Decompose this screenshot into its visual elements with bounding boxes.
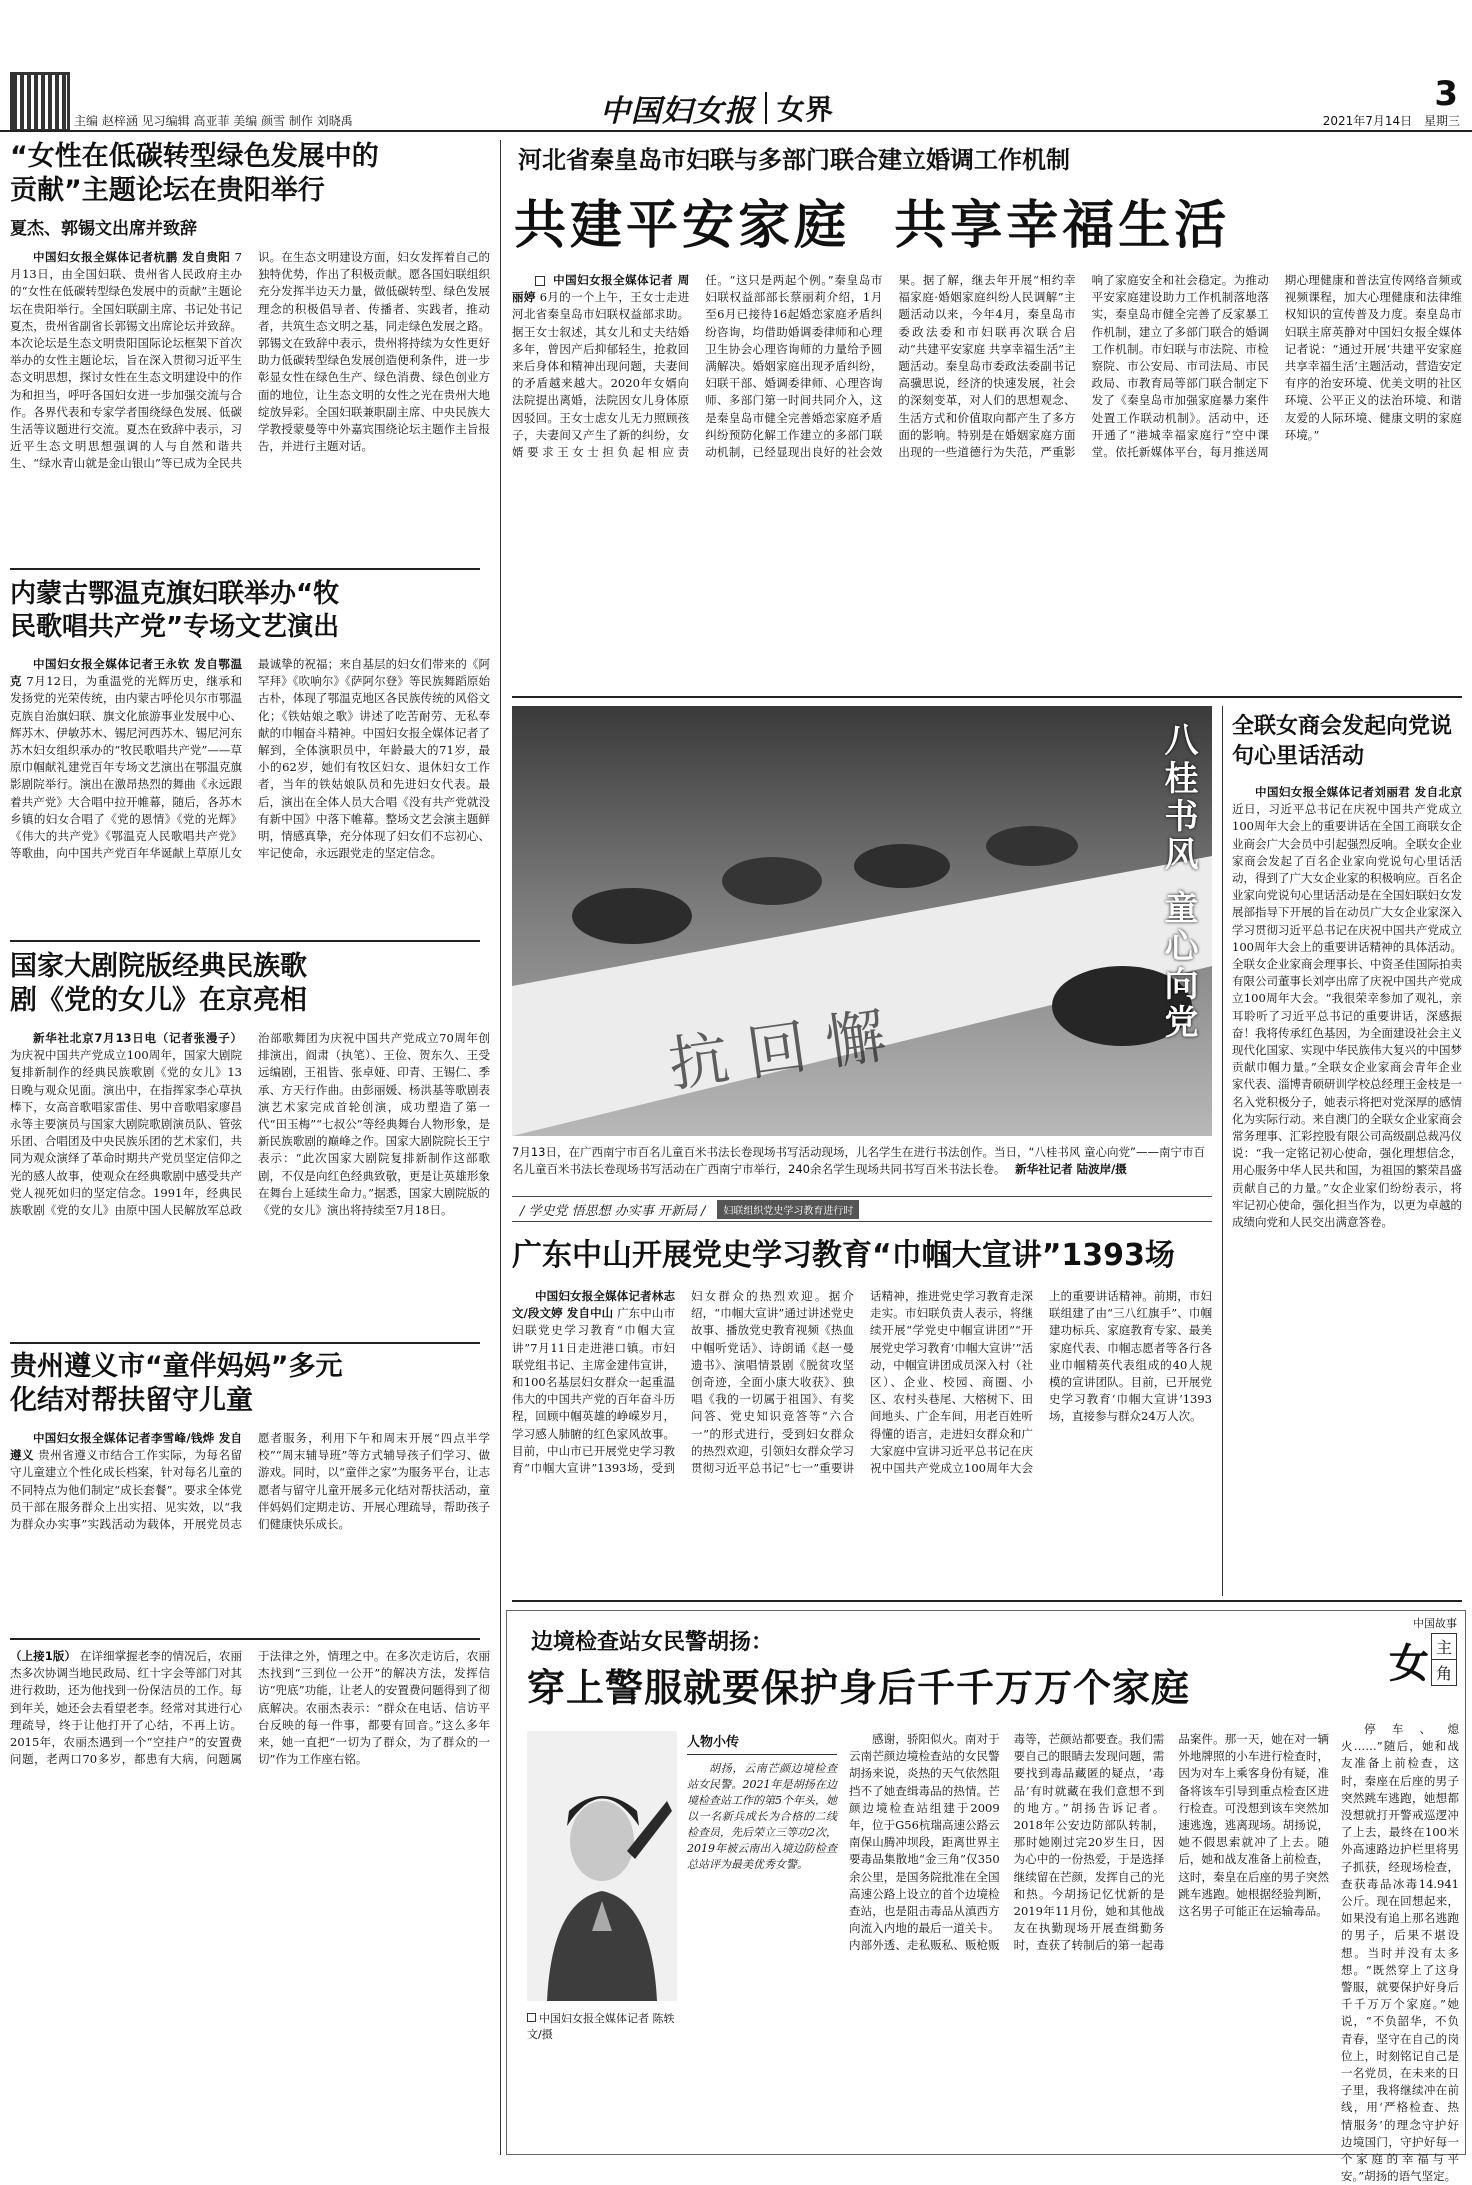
article-opera-daughter bbox=[10, 950, 490, 1340]
article-subtitle: 夏杰、郭锡文出席并致辞 bbox=[10, 219, 197, 239]
feature-title: 共建平安家庭 共享幸福生活 bbox=[514, 196, 1231, 256]
feature-byline: 中国妇女报全媒体记者 周丽婷 bbox=[512, 273, 690, 305]
profile-text: 胡扬，云南芒颜边境检查站女民警。2021年是胡扬在边境检查站工作的第5个年头，她以一名新兵成长为合格的二线检查员，先后荣立三等功2次，2019年被云南出入境边防检查总站评为最美优秀女警。 bbox=[687, 1762, 837, 1871]
page-number: 3 bbox=[1434, 74, 1458, 114]
paper-logo bbox=[600, 86, 890, 130]
divider bbox=[512, 696, 1462, 698]
divider bbox=[512, 1600, 1462, 1602]
section-name: 女界 bbox=[777, 93, 834, 126]
officer-portrait bbox=[527, 1731, 677, 2001]
column-tag-char-2: 主 bbox=[1432, 1634, 1456, 1660]
article-title: 广东中山开展党史学习教育“巾帼大宣讲”1393场 bbox=[512, 1238, 1175, 1273]
feature-qinhuangdao bbox=[512, 140, 1462, 700]
masthead-rule bbox=[0, 130, 1472, 132]
article-byline: 中国妇女报全媒体记者杭鹏 发自贵阳 bbox=[33, 250, 231, 264]
calligraphy-photo bbox=[512, 706, 1212, 1136]
feature-kicker: 河北省秦皇岛市妇联与多部门联合建立婚调工作机制 bbox=[518, 146, 1070, 174]
article-title: 国家大剧院版经典民族歌剧《党的女儿》在京亮相 bbox=[10, 951, 307, 1016]
feature-body-columns bbox=[849, 1731, 1329, 2146]
column-tag-graphic bbox=[1357, 1633, 1457, 1686]
paper-name: 中国妇女报 bbox=[600, 94, 755, 129]
date-text: 2021年7月14日 bbox=[1322, 114, 1413, 128]
article-text: 广东中山市妇联党史学习教育“巾帼大宣讲”7月11日走进港口镇。市妇联党组书记、主席金建伟宣讲，和100名基层妇女群众一起重温伟大的中国共产党的百年奋斗历程，回顾中帼英雄的峥嵘岁月，学习感人肺腑的红色家风故事。目前，中山市已开展党史学习教育“巾帼大宣讲”1393场，受到妇女群众的热烈欢迎。据介绍，“巾帼大宣讲”通过讲述党史故事、播放党史教育视频《热血中帼听党话》、诗朗诵《赵一曼遗书》、演唱情景剧《脱贫攻坚创奇迹，全面小康大收获》、独唱《我的一切属于祖国》、有奖问答、党史知识竞答等“六合一”的形式进行，受到妇女群众的热烈欢迎，引领妇女群众学习贯彻习近平总书记“七一”重要讲话精神，推进党史学习教育走深走实。市妇联负责人表示，将继续开展“学党史中帼宣讲团”“开展党史学习教育‘巾帼大宣讲’”活动，中帼宣讲团成员深入村（社区）、企业、校园、商圈、小区、农村头巷尾、大榕树下、田间地头、广企车间，用老百姓听得懂的语言，走进妇女群众和广大家庭中宣讲习近平总书记在庆祝中国共产党成立100周年大会上的重要讲话精神。前期，市妇联组建了由“三八红旗手”、巾帼建功标兵、家庭教育专家、最美家庭代表、巾帼志愿者等各行各业巾帼精英代表组成的40人规模的宣讲团队。目前，已开展党史学习教育‘巾帼大宣讲’1393场，直接参与群众24万人次。 bbox=[512, 1289, 1212, 1476]
article-zunyi-children bbox=[10, 1350, 490, 1630]
feature-border-police bbox=[506, 1610, 1466, 2184]
article-byline: 新华社北京7月13日电（记者张漫子） bbox=[33, 1031, 242, 1045]
article-text: 贵州省遵义市结合工作实际，为每名留守儿童建立个性化成长档案，针对每名儿童的不同特点为他们制定“成长套餐”。要求全体党员干部在服务群众上出实招、见实效，以“我为群众办实事”实践活动为载体，开展党员志愿者服务，利用下午和周末开展“四点半学校”“周末辅导班”等方式辅导孩子们学习、做游戏。同时，以“童伴之家”为服务平台，让志愿者与留守儿童开展多元化结对帮扶活动，童伴妈妈们定期走访、开展心理疏导，帮助孩子们健康快乐成长。 bbox=[10, 1431, 490, 1532]
continuation-text: 在详细掌握老李的情况后，农丽杰多次协调当地民政局、红十字会等部门对其进行救助，还为他找到一份保洁员的工作。每到年关，她还会去看望老李。经常对其进行心理疏导，终于让他打开了心结，不再上访。2015年，农丽杰遇到一个“空挂户”的安置费问题，老两口70多岁，都患有大病，问题属于法律之外，情理之中。在多次走访后，农丽杰找到“三到位一公开”的解决方法，发挥信访“兜底”功能，让老人的安置费问题得到了彻底解决。农丽杰表示：“群众在电话、信访平台反映的每一件事，都要有回音。”这么多年来，她一直把“一切为了群众，为了群众的一切”作为工作座右铭。 bbox=[10, 1649, 490, 1767]
article-byline: 中国妇女报全媒体记者李雪峰/钱烨 发自遵义 bbox=[10, 1431, 242, 1463]
profile-label: 人物小传 bbox=[687, 1731, 837, 1755]
article-title: 全联女商会发起向党说句心里话活动 bbox=[1232, 714, 1453, 769]
continuation-block bbox=[10, 1648, 490, 2153]
article-green-forum bbox=[10, 140, 490, 560]
article-title: 内蒙古鄂温克旗妇联举办“牧民歌唱共产党”专场文艺演出 bbox=[10, 579, 340, 642]
article-zhongshan bbox=[512, 1196, 1212, 1596]
article-title: 贵州遵义市“童伴妈妈”多元化结对帮扶留守儿童 bbox=[10, 1351, 343, 1416]
photo-feature bbox=[512, 706, 1212, 1186]
credit-box bbox=[527, 2013, 536, 2022]
issue-date bbox=[1260, 112, 1460, 129]
photo-credit: 新华社记者 陆波岸/摄 bbox=[1015, 1162, 1127, 1176]
caption-text: 7月13日，在广西南宁市百名儿童百米书法长卷现场书写活动现场，儿名学生在进行书法创作。当日，“八桂书风 童心向党”——南宁市百名儿童百米书法长卷现场书写活动在广西南宁市举行，240余名学生现场共同书写百米书法长卷。 bbox=[512, 1145, 1206, 1176]
feature-text: 6月的一个上午，王女士走进河北省秦皇岛市妇联权益部求助。据王女士叙述，其女儿和丈夫结婚多年，曾因产后抑郁轻生，抢救回来后身体和精神出现问题，夫妻间的矛盾越来越大。2020年女婿向法院提出离婚，法院因女儿身体原因驳回。王女士虑女儿无力照顾孩子，夫妻间又产生了新的纠纷，女婿要求王女士担负起相应责任。“这只是两起个例。”秦皇岛市妇联权益部部长蔡丽莉介绍，1月至6月已接待16起婚恋家庭矛盾纠纷咨询，均借助婚调委律师和心理卫生协会心理咨询师的力量给予圆满解决。婚姻家庭出现矛盾纠纷，妇联干部、婚调委律师、心理咨询师、多部门第一时间共同介入，这是秦皇岛市健全完善婚恋家庭矛盾纠纷预防化解工作建立的多部门联动机制，已经显现出良好的社会效果。据了解，继去年开展“相约幸福家庭·婚姻家庭纠纷人民调解”主题活动以来，今年4月，秦皇岛市委政法委和市妇联再次联合启动“共建平安家庭 共享幸福生活”主题活动。秦皇岛市委政法委副书记高骥思说，经济的快速发展，社会的深刻变革，对人们的思想观念、生活方式和价值取向都产生了多方面的影响。特别是在婚姻家庭方面出现的一些道德行为失范，严重影响了家庭安全和社会稳定。为推动平安家庭建设助力工作机制落地落实，秦皇岛市健全完善了反家暴工作机制，建立了多部门联合的婚调工作机制。市妇联与市法院、市检察院、市公安局、市司法局、市民政局、市教育局等部门联合制定下发了《秦皇岛市加强家庭暴力案件处置工作联动机制》。活动中，还开通了“港城幸福家庭行”空中课堂。依托新媒体平台，每月推送周期心理健康和普法宣传网络音频或视频课程，加大心理健康和法律维权知识的宣传普及力度。秦皇岛市妇联主席英静对中国妇女报全媒体记者说：“通过开展‘共建平安家庭 共享幸福生活’主题活动，营造安定有序的治安环境、优美文明的社区环境、公平正义的法治环境、和谐友爱的人际环境、健康文明的家庭环境。” bbox=[512, 273, 1462, 460]
feature-byline-box bbox=[535, 276, 545, 286]
article-byline: 中国妇女报全媒体记者王永钦 发自鄂温克 bbox=[10, 657, 242, 689]
article-women-business bbox=[1232, 712, 1462, 1592]
article-ewenki-performance bbox=[10, 578, 490, 938]
article-text: 7月12日，为重温党的光辉历史，继承和发扬党的光荣传统，由内蒙古呼伦贝尔市鄂温克族自治旗妇联、旗文化旅游事业发展中心、辉苏木、伊敏苏木、锡尼河西苏木、锡尼河东苏木妇女组织承办的“牧民歌唱共产党”——草原巾帼献礼建党百年专场文艺演出在鄂温克旗影剧院举行。演出在激昂热烈的舞曲《永远跟着共产党》大合唱中拉开帷幕，随后，各苏木乡镇的妇女合唱了《党的恩情》《党的光辉》《伟大的共产党》《鄂温克人民歌唱共产党》等歌曲，向中国共产党百年华诞献上草原儿女最诚挚的祝福；来自基层的妇女们带来的《阿罕拜》《吹响尔》《萨阿尔登》等民族舞蹈原始古朴，体现了鄂温克地区各民族传统的风俗文化；《铁姑娘之歌》讲述了吃苦耐劳、无私奉献的巾帼奋斗精神。中国妇女报全媒体记者了解到，全体演职员中，年龄最大的71岁，最小的62岁，她们有牧区妇女、退休妇女工作者，当年的铁姑娘队员和先进妇女代表。最后，演出在全体人员大合唱《没有共产党就没有新中国》中落下帷幕。整场文艺会演主题鲜明，情感真挚，充分体现了妇女们不忘初心、牢记使命，永远跟党走的坚定信念。 bbox=[10, 657, 490, 861]
article-title: “女性在低碳转型绿色发展中的贡献”主题论坛在贵阳举行 bbox=[10, 141, 379, 206]
photo-vertical-title: 八桂书风 童心向党 bbox=[1158, 722, 1198, 1042]
article-byline: 中国妇女报全媒体记者刘丽君 发自北京 bbox=[1255, 785, 1462, 799]
feature-title: 穿上警服就要保护身后千千万万个家庭 bbox=[527, 1666, 1191, 1710]
article-text: 7月13日，由全国妇联、贵州省人民政府主办的“女性在低碳转型绿色发展中的贡献”主题论坛在贵阳举行。全国妇联副主席、书记处书记夏杰，贵州省副省长郭锡文出席论坛并致辞。本次论坛是生态文明贵阳国际论坛框架下首次举办的女性主题论坛，旨在深入贯彻习近平生态文明思想，探讨女性在生态文明建设中的作为和担当，呼吁各国妇女进一步加强交流与合作。各界代表和专家学者围绕绿色发展、低碳生活等议题进行交流。夏杰在致辞中表示，习近平生态文明思想强调的人与自然和谐共生、“绿水青山就是金山银山”等已成为全民共识。在生态文明建设方面，妇女发挥着自己的独特优势，作出了积极贡献。愿各国妇联组织充分发挥半边天力量，做低碳转型、绿色发展理念的积极倡导者、传播者、实践者，推动者，共筑生态文明之基，同走绿色发展之路。郭锡文在致辞中表示，贵州将持续为女性更好助力低碳转型绿色发展创造便利条件，进一步彰显女性在绿色生产、绿色消费、绿色创业方面的地位，让生态文明的女性之光在贵州大地绽放异彩。全国妇联兼职副主席、中央民族大学教授蒙曼等中外嘉宾围绕论坛主题作主旨报告，并进行主题对话。 bbox=[10, 250, 490, 471]
divider bbox=[10, 1638, 480, 1640]
article-text: 近日，习近平总书记在庆祝中国共产党成立100周年大会上的重要讲话在全国工商联女企业商会广大会员中引起强烈反响。全联女企业家商会发起了百名企业家向党说句心里话活动，得到了广大女企业家的积极响应。百名企业家向党说句心里话活动是在全国妇联妇女发展部指导下开展的旨在动员广大女企业家深入学习贯彻习近平总书记在庆祝中国共产党成立100周年大会上的重要讲话精神的具体活动。全联女企业家商会理事长、中资圣佳国际拍卖有限公司董事长刘亭出席了庆祝中国共产党成立100周年大会。“我很荣幸参加了观礼，亲耳聆听了习近平总书记的重要讲话，深感振奋！我将传承红色基因，为全面建设社会主义现代化国家、实现中华民族伟大复兴的中国梦贡献巾帼力量。”全联女企业家商会青年企业家代表、淄博青硕研训学校总经理王金枝是一名入党积极分子，她表示将把对党深厚的感情化为实际行动。来自澳门的全联女企业家商会常务理事、汇彩控股有限公司高级副总裁冯仪说：“我一定铭记初心使命，强化理想信念，用心服务中华人民共和国，为祖国的繁荣昌盛贡献自己的力量。”女企业家们纷纷表示，将牢记初心使命，强化担当作为，以更为卓越的成绩向党和人民交出满意答卷。 bbox=[1232, 802, 1462, 1230]
column-rule bbox=[1222, 706, 1223, 1596]
article-body bbox=[10, 1030, 490, 1330]
article-byline: 中国妇女报全媒体记者林志文/段文婷 发自中山 bbox=[512, 1289, 675, 1321]
article-body bbox=[10, 249, 490, 549]
svg-text:抗 回 懈: 抗 回 懈 bbox=[664, 1001, 891, 1101]
masthead bbox=[0, 0, 1472, 130]
column-tag bbox=[1357, 1615, 1457, 1695]
photo-caption bbox=[512, 1144, 1212, 1178]
logo-divider bbox=[765, 92, 767, 124]
article-text: 为庆祝中国共产党成立100周年，国家大剧院复排新制作的经典民族歌剧《党的女儿》13日晚与观众见面。演出中，在指挥家李心草执棒下，女高音歌唱家雷佳、男中音歌唱家廖昌永等主要演员与国家大剧院歌剧演员队、管弦乐团、合唱团及中央民族乐团的艺术家们，共同为观众演绎了革命时期共产党员坚定信仰之光的感人故事，使观众在经典歌剧中感受共产党人视死如归的坚定信念。1991年，经典民族歌剧《党的女儿》由原中国人民解放军总政治部歌舞团为庆祝中国共产党成立70周年创排演出，阎肃（执笔）、王俭、贺东久、王受远编剧，王祖皆、张卓娅、印青、王锡仁、季承、方天行作曲。由彭丽媛、杨洪基等歌剧表演艺术家完成首轮创演，成功塑造了第一代“田玉梅”“七叔公”等经典舞台人物形象，是新民族歌剧的巅峰之作。国家大剧院院长王宁表示：“此次国家大剧院复排新制作这部歌剧，不仅是向红色经典致敬，更是让英雄形象在舞台上延续生命力。”据悉，国家大剧院版的《党的女儿》演出将持续至7月18日。 bbox=[10, 1031, 490, 1218]
article-body bbox=[1232, 784, 1462, 1604]
credits-line: 主编 赵梓涵 见习编辑 高亚菲 美编 颜雪 制作 刘晓禹 bbox=[74, 114, 353, 128]
feature-body bbox=[512, 272, 1462, 652]
portrait-credit bbox=[527, 2011, 677, 2043]
profile-box bbox=[687, 1731, 837, 1951]
continuation-label: （上接1版） bbox=[10, 1649, 77, 1663]
article-body bbox=[10, 656, 490, 926]
column-rule bbox=[500, 140, 501, 2155]
portrait-photo bbox=[527, 1731, 677, 2001]
banner-slogan: / 学史党 悟思想 办实事 开新局 / bbox=[520, 1203, 706, 1219]
weekday-text: 星期三 bbox=[1423, 114, 1460, 128]
feature-text-2: 停车、熄火……”随后，她和战友准备上前检查，这时，秦座在后座的男子突然跳车逃跑，她想都没想就打开警戒巡逻冲了上去，最终在100米外高速路边护栏里将男子抓获，经现场检查，查获毒品冰毒14.941公斤。现在回想起来，如果没有追上那名逃跑的男子，后果不堪设想。当时并没有太多想。“既然穿上了这身警服，就要保护好身后千千万万个家庭。”她说，“不负韶华，不负青春，坚守在自己的岗位上，时刻铭记自己是一名党员，在未来的日子里，我将继续冲在前线，用‘严格检查、热情服务’的理念守护好边境国门，守护好每一个家庭的幸福与平安。”胡扬的语气坚定。 bbox=[1341, 1722, 1459, 2184]
topic-banner bbox=[512, 1196, 1212, 1222]
feature-kicker: 边境检查站女民警胡扬： bbox=[531, 1630, 774, 1655]
feature-text: 感谢，骄阳似火。南对于云南芒颜边境检查站的女民警胡扬来说，炎热的天气依然阻挡不了她查缉毒品的热情。芒颜边境检查站组建于2009年，位于G56杭瑞高速公路云南保山腾冲坝段，距离世界主要毒品集散地“金三角”仅350余公里，是国务院批准在全国高速公路上设立的首个边境检查站，也是阻击毒品从滇西方向流入内地的最后一道关卡。内部外透、走私贩私、贩枪贩毒等，芒颜站都要查。我们需要自己的眼睛去发现问题，需要找到毒品藏匿的疑点，‘毒品’有时就藏在我们意想不到的地方。”胡扬告诉记者。2018年公安边防部队转制，那时她刚过完20岁生日，因为心中的一份热爱，于是选择继续留在芒颜，发挥自己的光和热。今胡扬记忆忧新的是2019年11月份，她和其他战友在执勤现场开展查缉勤务时，查获了转制后的第一起毒品案件。那一天，她在对一辆外地牌照的小车进行检查时，因为对车上乘客身份有疑，准备将该车引导到重点检查区进行检查。可没想到该车突然加速逃逸，逃离现场。胡扬说，她不假思索就冲了上去。随后，她和战友准备上前检查，这时，秦皇在后座的男子突然跳车逃跑。她根据经验判断，这名男子可能正在运输毒品。 bbox=[849, 1732, 1329, 1953]
divider bbox=[10, 940, 480, 942]
photo-credit: 中国妇女报全媒体记者 陈轶 文/摄 bbox=[527, 2012, 675, 2041]
divider bbox=[10, 568, 480, 570]
article-body bbox=[10, 1430, 490, 1620]
column-tag-stack bbox=[1431, 1633, 1457, 1686]
photo-illustration bbox=[512, 706, 1212, 1136]
feature-body-last bbox=[1341, 1721, 1459, 2184]
feature-body bbox=[687, 1956, 837, 2146]
qr-code-icon bbox=[10, 72, 70, 132]
divider bbox=[10, 1342, 480, 1344]
column-tag-char-1: 女 bbox=[1388, 1640, 1429, 1687]
column-tag-small: 中国故事 bbox=[1413, 1617, 1457, 1630]
column-tag-char-3: 角 bbox=[1435, 1664, 1452, 1683]
article-body bbox=[512, 1288, 1212, 1583]
banner-tag: 妇联组织党史学习教育进行时 bbox=[717, 1200, 859, 1219]
